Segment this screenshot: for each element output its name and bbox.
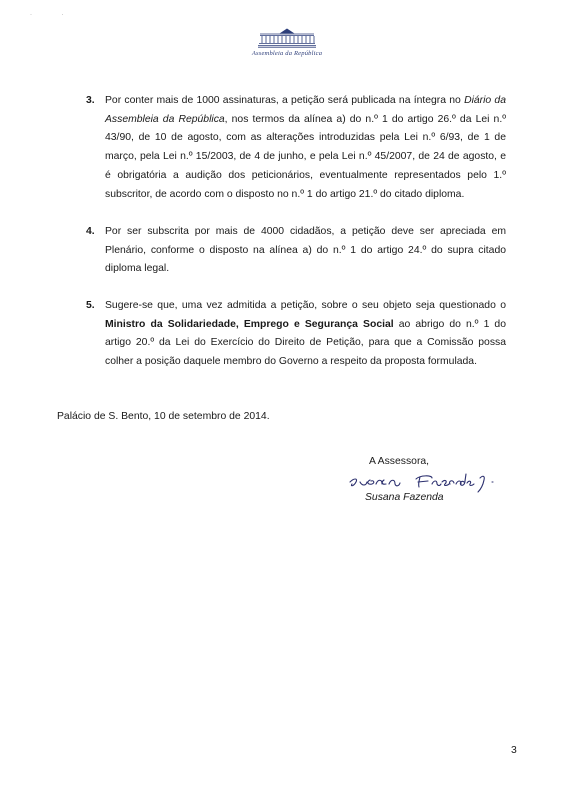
paragraph-5 [86, 297, 506, 372]
item-number: 5. [86, 300, 95, 311]
paragraph-body [105, 223, 506, 279]
parliament-building-icon [258, 28, 316, 48]
paragraph-3 [86, 92, 506, 204]
scan-marks: · · [30, 12, 78, 18]
item-number: 4. [86, 226, 95, 237]
signatory-role: A Assessora, [369, 456, 430, 467]
bold-segment: Ministro da Solidariedade, Emprego e Segurança Social [105, 318, 394, 330]
item-number: 3. [86, 95, 95, 106]
logo-text: Assembleia da República [251, 50, 323, 57]
place-date: Palácio de S. Bento, 10 de setembro de 2014. [57, 411, 270, 422]
page-number: 3 [511, 745, 517, 756]
signatory-name: Susana Fazenda [365, 492, 444, 503]
italic-segment: Diário da Assembleia da República [105, 95, 506, 125]
header-logo [236, 28, 338, 57]
text-segment: Sugere-se que, uma vez admitida a petição, sobre o seu objeto seja questionado o [105, 300, 506, 311]
paragraph-body [105, 92, 506, 204]
text-segment: ao abrigo do n.º 1 do artigo 20.º da Lei do Exercício do Direito de Petição, para que a Comissão possa colher a posição daquele membro do Governo a respeito da proposta formulada. [105, 318, 506, 368]
paragraph-body [105, 297, 506, 372]
text-segment: , nos termos da alínea a) do n.º 1 do artigo 26.º da Lei n.º 43/90, de 10 de agosto, com as alterações introduzidas pela Lei n.º 6/93, de 1 de março, pela Lei n.º 15/2003, de 4 de junho, e pela Lei n.º 45/2007, de 24 de agosto, e é obrigatória a audição dos peticionários, eventualmente representados pelo 1.º subscritor, de acordo com o disposto no n.º 1 do artigo 21.º do citado diploma. [105, 113, 506, 200]
text-segment: Por conter mais de 1000 assinaturas, a petição será publicada na íntegra no [105, 95, 465, 106]
text-segment: Por ser subscrita por mais de 4000 cidadãos, a petição deve ser apreciada em Plenário, conforme o disposto na alínea a) do n.º 1 do artigo 24.º do supra citado diploma legal. [105, 226, 506, 275]
paragraph-4 [86, 223, 506, 279]
